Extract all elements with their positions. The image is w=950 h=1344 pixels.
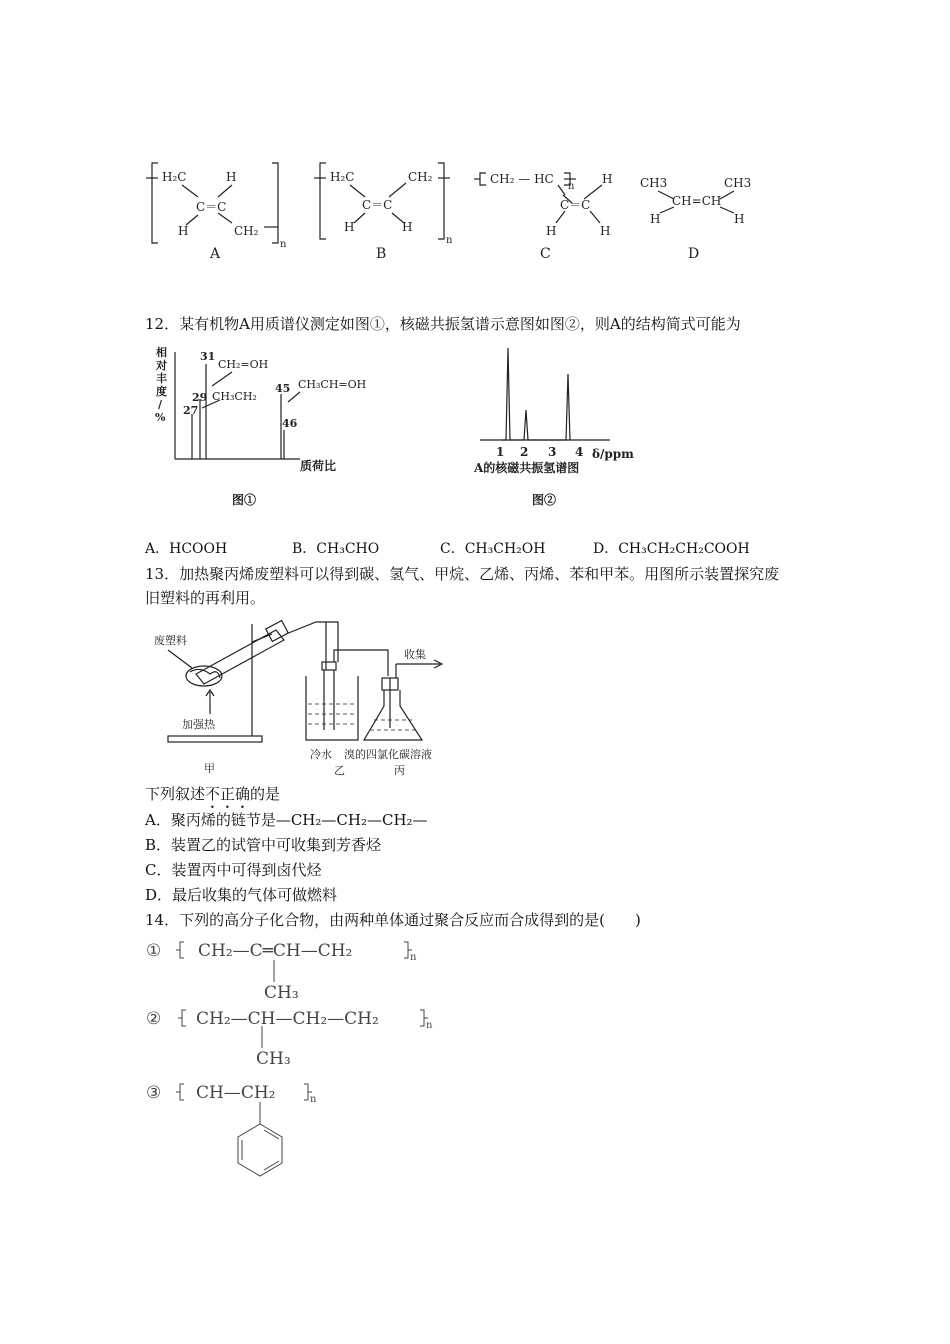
q12-option-c: C．CH₃CH₂OH (440, 541, 546, 557)
c-chain: CH₂ — HC (490, 172, 554, 186)
peak-46: 46 (282, 417, 298, 430)
svg-text:C＝C: C＝C (560, 198, 591, 212)
b-ch2: CH₂ (408, 170, 433, 184)
label-cold-water: 冷水 (310, 748, 332, 761)
item2-branch: CH₃ (256, 1049, 291, 1069)
label-a: A (210, 246, 221, 262)
q14-stem: 14．下列的高分子化合物，由两种单体通过聚合反应而合成得到的是( ) (145, 911, 641, 929)
q13-option-b: B．装置乙的试管中可收集到芳香烃 (145, 836, 382, 854)
label-waste-plastic: 废塑料 (154, 634, 187, 647)
a-h2: H (178, 224, 189, 238)
item3-n: n (310, 1094, 317, 1105)
b-h2c: H₂C (330, 170, 355, 184)
label-b: B (376, 246, 387, 262)
ann-ch3choh: CH₃CH=OH (298, 378, 367, 391)
a-n: n (280, 239, 287, 250)
b-h1: H (344, 220, 355, 234)
ylabel-0: 相 (156, 346, 167, 359)
nmr-title: A的核磁共振氢谱图 (474, 461, 580, 475)
q13-stem-1: 13．加热聚丙烯废塑料可以得到碳、氢气、甲烷、乙烯、丙烯、苯和甲苯。用图所示装置探究废 (145, 565, 780, 583)
ylabel-5: % (155, 411, 166, 424)
xlabel: 质荷比 (300, 459, 337, 473)
q12-stem: 12．某有机物A用质谱仪测定如图①，核磁共振氢谱示意图如图②，则A的结构简式可能为 (145, 315, 741, 333)
tick-1: 1 (496, 445, 505, 459)
label-heat: 加强热 (182, 718, 215, 731)
d-mid: CH=CH (672, 194, 722, 208)
svg-text:C＝C: C＝C (362, 198, 393, 212)
label-d: D (688, 246, 700, 262)
label-yi: 乙 (334, 764, 345, 777)
q13-option-c: C．装置丙中可得到卤代烃 (145, 861, 322, 879)
label-c: C (540, 246, 551, 262)
peak-45: 45 (275, 382, 291, 395)
q13-option-a: A．聚丙烯的链节是—CH₂—CH₂—CH₂— (145, 811, 428, 829)
item2-num: ② (146, 1009, 162, 1029)
tick-3: 3 (548, 445, 557, 459)
fig2-caption: 图② (532, 493, 557, 507)
mass-spectrum (150, 342, 390, 512)
a-h1: H (226, 170, 237, 184)
label-jia: 甲 (204, 762, 215, 775)
b-n: n (446, 235, 453, 246)
a-h2c: H₂C (162, 170, 187, 184)
peak-27: 27 (183, 404, 199, 417)
emphasis-not-correct: 不正确 (205, 785, 251, 803)
q13-stem-2: 旧塑料的再利用。 (145, 589, 266, 607)
c-n: n (568, 181, 575, 192)
d-ch3b: CH3 (724, 176, 752, 190)
nmr-spectrum (470, 342, 670, 512)
q14-polymers (140, 934, 460, 1194)
tick-2: 2 (520, 445, 529, 459)
item1-chain: CH₂—C═CH—CH₂ (198, 941, 353, 961)
q11-structures (140, 155, 780, 270)
ann-ch3ch2: CH₃CH₂ (212, 390, 257, 403)
ann-ch2oh: CH₂=OH (218, 358, 269, 371)
nmr-unit: δ/ppm (592, 447, 634, 461)
item1-num: ① (146, 941, 162, 961)
a-ch2: CH₂ (234, 224, 259, 238)
item2-chain: CH₂—CH—CH₂—CH₂ (196, 1009, 379, 1029)
item2-n: n (426, 1020, 433, 1031)
ylabel-2: 丰 (156, 372, 167, 385)
c-h3: H (600, 224, 611, 238)
item1-branch: CH₃ (264, 983, 299, 1003)
label-bing: 丙 (394, 764, 405, 777)
d-h1: H (650, 212, 661, 226)
ylabel-3: 度 (156, 385, 167, 398)
tick-4: 4 (575, 445, 584, 459)
item1-n: n (410, 952, 417, 963)
item3-num: ③ (146, 1083, 162, 1103)
q12-option-a: A．HCOOH (145, 541, 228, 557)
q12-option-b: B．CH₃CHO (292, 541, 380, 557)
d-ch3a: CH3 (640, 176, 668, 190)
ylabel-1: 对 (156, 359, 167, 372)
label-collect: 收集 (404, 648, 426, 661)
q12-option-d: D．CH₃CH₂CH₂COOH (593, 541, 750, 557)
svg-text:C＝C: C＝C (196, 200, 227, 214)
label-bromine: 溴的四氯化碳溶液 (344, 748, 432, 761)
plastic-pyrolysis-apparatus (140, 612, 480, 780)
item3-chain: CH—CH₂ (196, 1083, 276, 1103)
d-h2: H (734, 212, 745, 226)
c-h2: H (546, 224, 557, 238)
fig1-caption: 图① (232, 493, 257, 507)
ylabel-4: / (158, 398, 163, 411)
peak-29: 29 (192, 391, 208, 404)
q13-question: 下列叙述不正确的是 (145, 785, 281, 803)
q13-option-d: D．最后收集的气体可做燃料 (145, 886, 338, 904)
peak-31: 31 (200, 350, 216, 363)
b-h2: H (402, 220, 413, 234)
c-h1: H (602, 172, 613, 186)
